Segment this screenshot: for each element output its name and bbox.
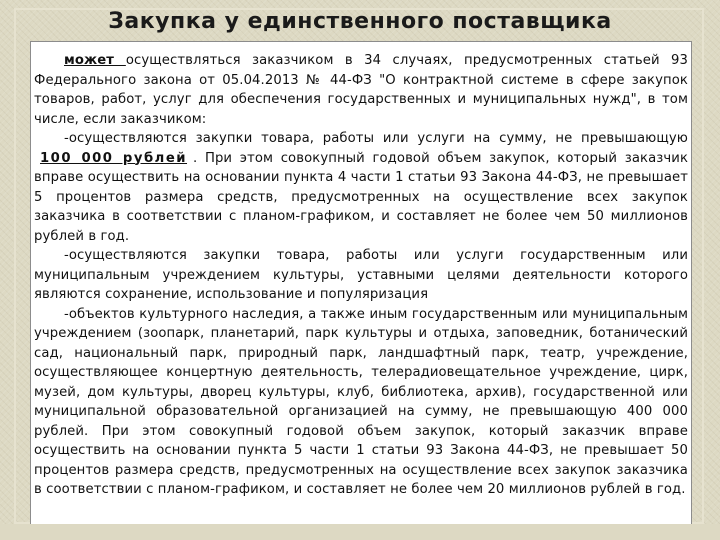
text-content-box xyxy=(30,41,692,540)
amount-highlight: 100 000 рублей xyxy=(40,150,188,166)
lead-word: может xyxy=(64,53,126,68)
slide-bottom-edge xyxy=(0,524,720,540)
paragraph-intro xyxy=(31,51,691,129)
paragraph-case-3: -объектов культурного наследия, а также иным государственным или муниципальным учреждением (зоопарк, планетарий, парк культуры и отдыха, заповедник, ботанический сад, национальный парк, природный парк, ландшафтный парк, театр, учреждение, осуществляющее концертную деятельность, телерадиовещательное учреждение, цирк, музей, дом культуры, дворец культуры, клуб, библиотека, архив), государственной или муниципальной образовательной организацией на сумму, не превышающую 400 000 рублей. При этом совокупный годовой объем закупок, который заказчик вправе осуществить на основании пункта 5 части 1 статьи 93 Закона 44-ФЗ, не превышает 50 процентов размера средств, предусмотренных на осуществление всех закупок заказчика в соответствии с планом-графиком, и составляет не более чем 20 миллионов рублей в год. xyxy=(34,306,688,497)
paragraph-case-1-after: . При этом совокупный годовой объем закупок, который заказчик вправе осуществить на основании пункта 4 части 1 статьи 93 Закона 44-ФЗ, не превышает 5 процентов размера средств, предусмотренных на осуществление всех закупок заказчика в соответствии с планом-графиком, и составляет не более чем 50 миллионов рублей в год. xyxy=(34,150,689,244)
slide-title: Закупка у единственного поставщика xyxy=(108,9,612,34)
paragraph-case-1-before: -осуществляются закупки товара, работы или услуги на сумму, не превышающую xyxy=(64,131,688,146)
paragraph-intro-text: осуществляться заказчиком в 34 случаях, предусмотренных статьей 93 Федерального закона от 05.04.2013 № 44-ФЗ "О контрактной системе в сфере закупок товаров, работ, услуг для обеспечения государственных и муниципальных нужд", в том числе, если заказчиком: xyxy=(34,53,688,127)
paragraph-case-2: -осуществляются закупки товара, работы или услуги государственным или муниципальным учреждением культуры, уставными целями деятельности которого являются сохранение, использование и популяризация xyxy=(34,248,688,302)
paragraph-case-1 xyxy=(31,129,691,246)
